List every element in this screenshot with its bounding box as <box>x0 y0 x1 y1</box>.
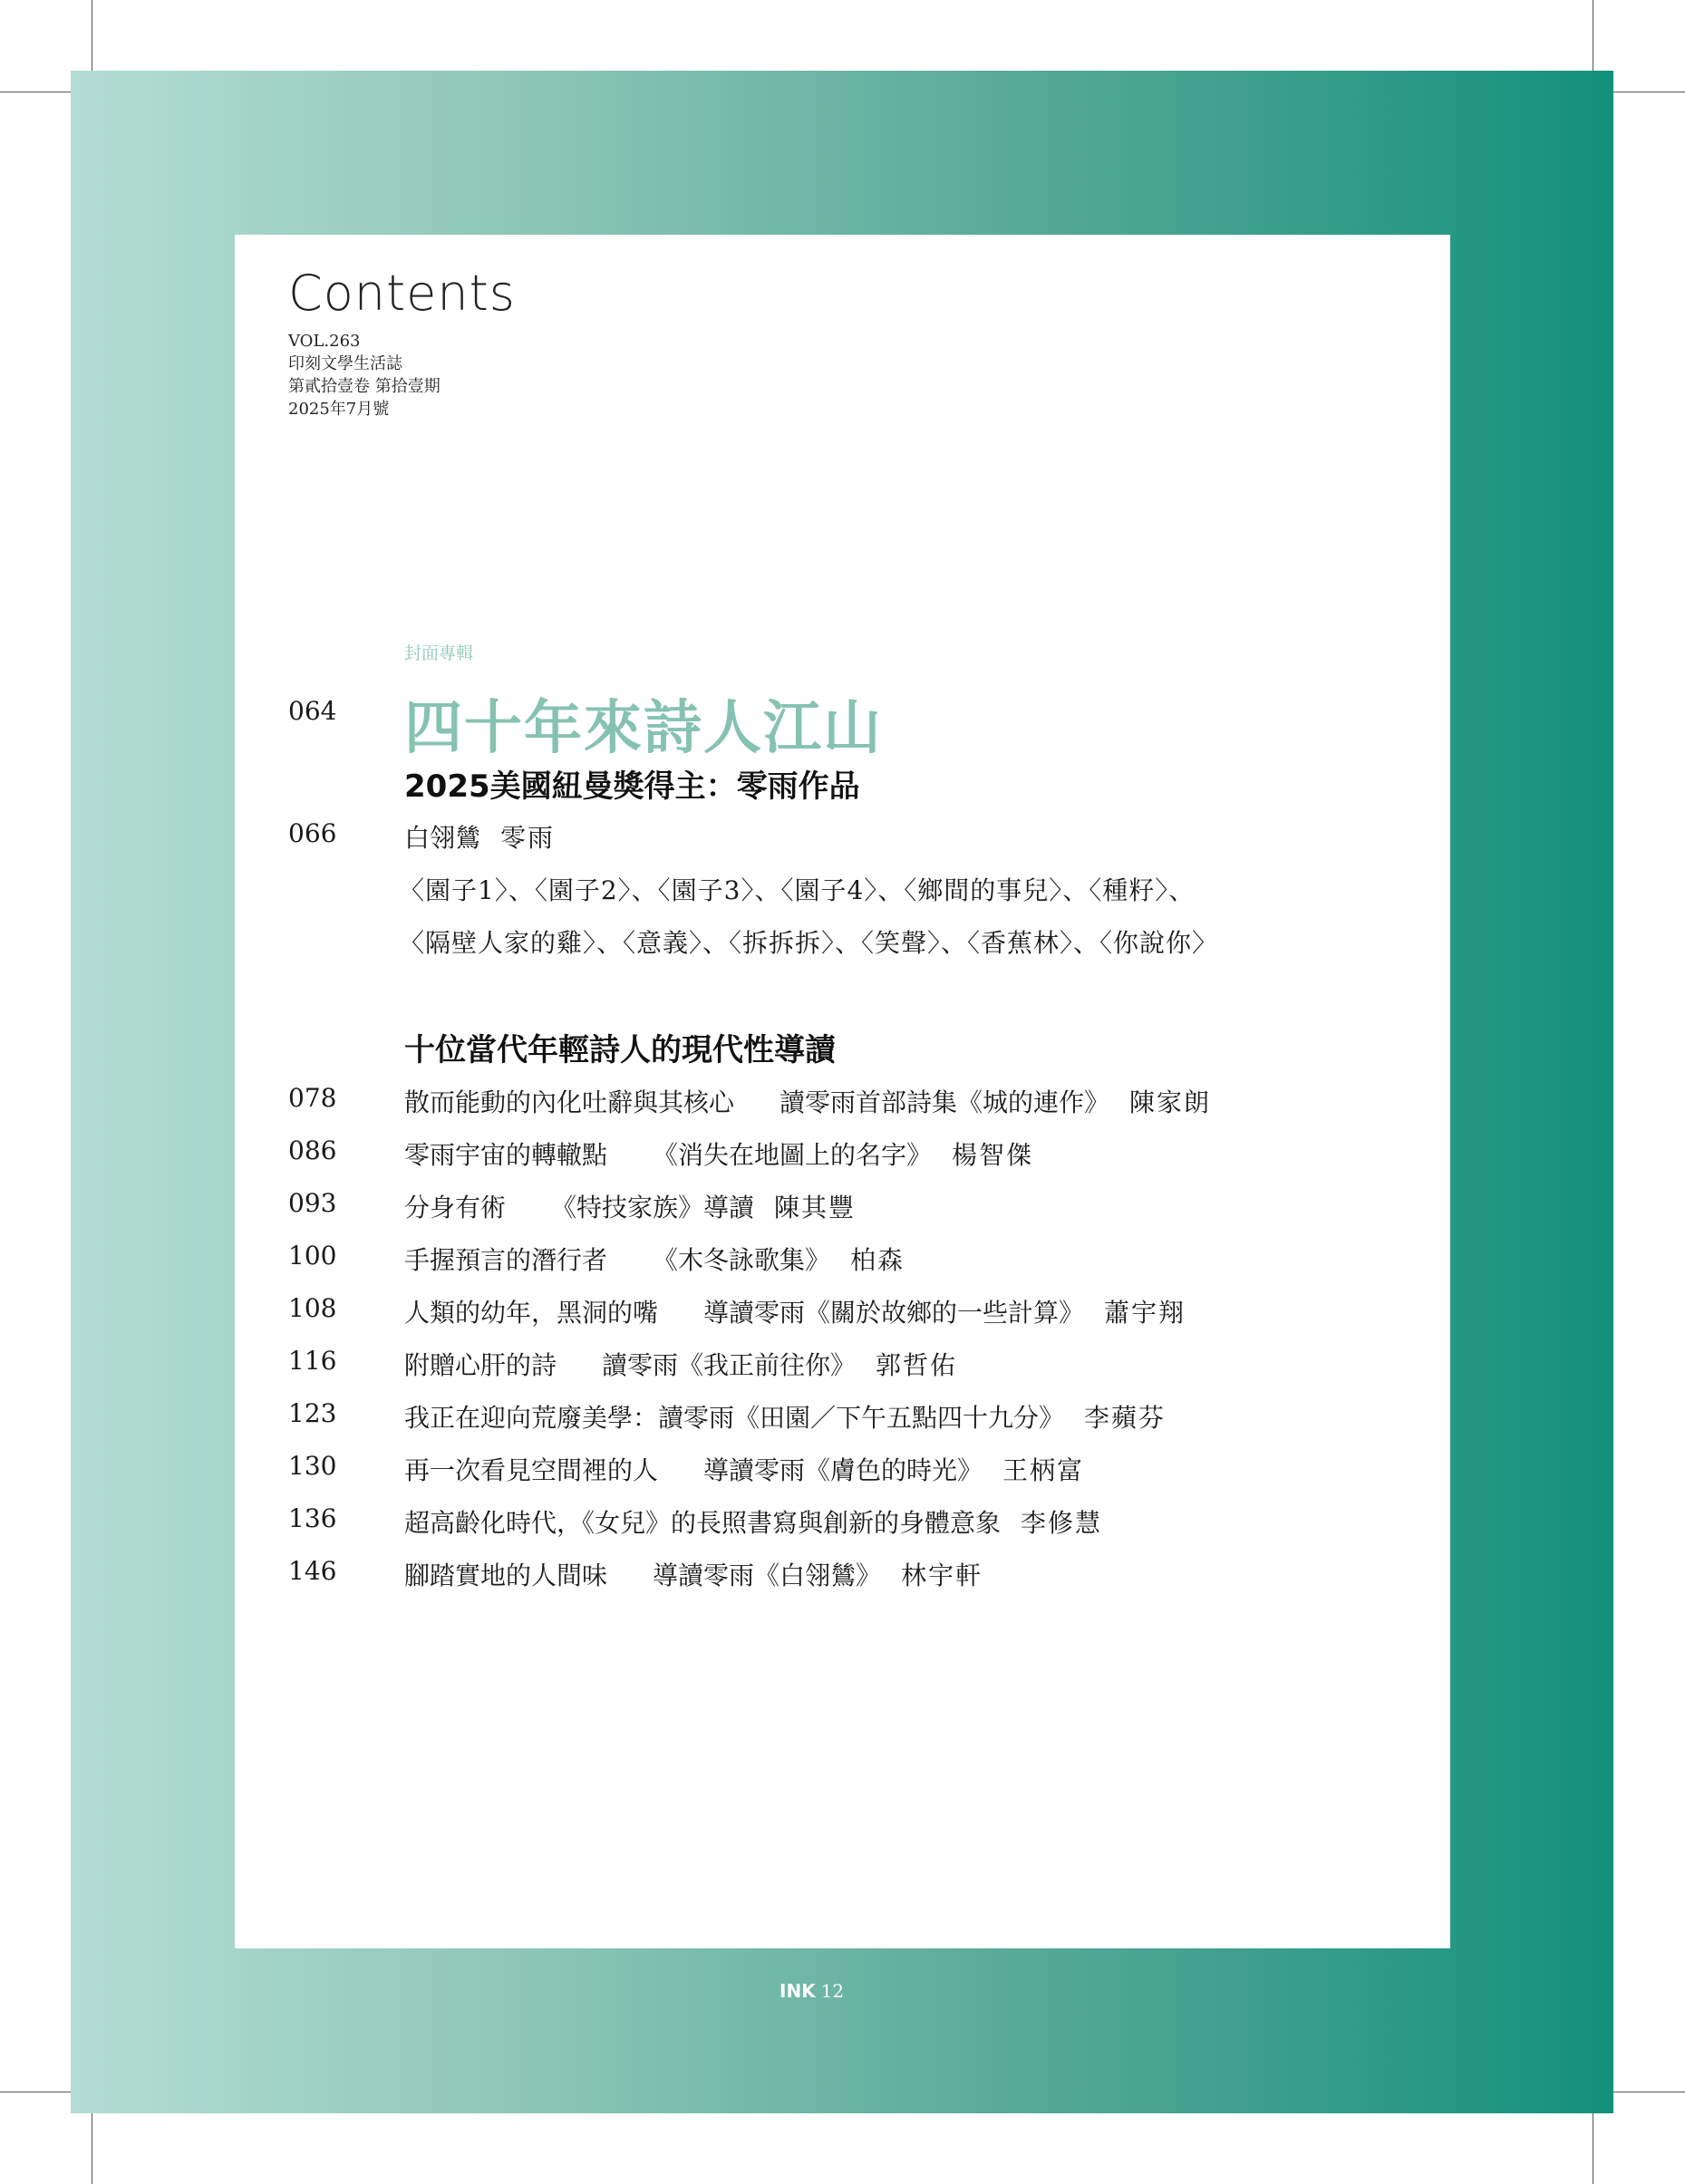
entry-page-number: 078 <box>288 1083 337 1113</box>
feature-title[interactable]: 四十年來詩人江山 <box>404 694 883 762</box>
toc-entry[interactable] <box>404 1083 1211 1119</box>
entry-page-number: 123 <box>288 1398 337 1428</box>
toc-entry[interactable] <box>404 1188 856 1224</box>
poem-list-line: 〈隔壁人家的雞〉、〈意義〉、〈拆拆拆〉、〈笑聲〉、〈香蕉林〉、〈你說你〉 <box>399 928 1219 958</box>
entry-title: 附贈心肝的詩 <box>404 1350 557 1380</box>
magazine-logo: INK <box>780 1980 816 2002</box>
entry-title: 我正在迎向荒廢美學：讀零雨《田園／下午五點四十九分》 <box>404 1403 1065 1433</box>
entry-title: 零雨宇宙的轉轍點 <box>404 1140 608 1170</box>
entry-subtitle: 導讀零雨《白翎鷥》 <box>653 1561 882 1590</box>
entry-title: 超高齡化時代，《女兒》的長照書寫與創新的身體意象 <box>404 1508 1002 1538</box>
entry-title: 散而能動的內化吐辭與其核心 <box>404 1087 735 1117</box>
entry-title: 人類的幼年，黑洞的嘴 <box>404 1298 659 1328</box>
toc-entry[interactable] <box>404 818 555 855</box>
entry-page-number: 100 <box>288 1241 337 1271</box>
entry-author: 零雨 <box>500 823 556 853</box>
toc-entry[interactable] <box>404 1293 1186 1329</box>
feature-label: 封面專輯 <box>404 643 474 663</box>
entry-page-number: 130 <box>288 1451 337 1481</box>
entry-subtitle: 讀零雨首部詩集《城的連作》 <box>780 1087 1110 1117</box>
entry-author: 郭哲佑 <box>876 1350 958 1380</box>
entry-subtitle: 《木冬詠歌集》 <box>653 1245 831 1275</box>
entry-page-number: 108 <box>288 1293 337 1323</box>
entry-subtitle: 導讀零雨《膚色的時光》 <box>703 1455 983 1485</box>
section-heading-young-poets: 十位當代年輕詩人的現代性導讀 <box>404 1032 836 1068</box>
entry-author: 陳其豐 <box>774 1193 857 1222</box>
entry-author: 陳家朗 <box>1129 1087 1212 1117</box>
toc-entry[interactable] <box>404 1241 905 1277</box>
entry-page-number: 086 <box>288 1135 337 1165</box>
page-folio <box>780 1980 844 2002</box>
entry-page-number: 136 <box>288 1503 337 1533</box>
entry-title: 手握預言的潛行者 <box>404 1245 608 1275</box>
entry-author: 李修慧 <box>1021 1508 1103 1538</box>
entry-author: 李蘋芬 <box>1084 1403 1167 1433</box>
entry-author: 王柄富 <box>1002 1455 1085 1485</box>
toc-entry[interactable] <box>404 1135 1033 1172</box>
poem-list-line: 〈園子1〉、〈園子2〉、〈園子3〉、〈園子4〉、〈鄉間的事兒〉、〈種籽〉、 <box>399 875 1196 905</box>
entry-page-number: 066 <box>288 818 337 848</box>
page-title: Contents <box>288 265 516 322</box>
entry-title: 腳踏實地的人間味 <box>404 1561 608 1590</box>
section-heading-newman: 2025美國紐曼獎得主：零雨作品 <box>404 768 860 805</box>
entry-author: 楊智傑 <box>952 1140 1034 1170</box>
volume-issue: 第貳拾壹卷 第拾壹期 <box>288 377 441 396</box>
entry-title: 再一次看見空間裡的人 <box>404 1455 659 1485</box>
toc-entry[interactable] <box>404 1556 983 1592</box>
toc-entry[interactable] <box>404 1398 1166 1435</box>
toc-entry[interactable] <box>404 1346 957 1382</box>
entry-title: 白翎鷥 <box>404 823 481 853</box>
volume-label: VOL.263 <box>288 332 361 351</box>
entry-page-number: 093 <box>288 1188 337 1218</box>
entry-author: 林宇軒 <box>901 1561 983 1590</box>
entry-subtitle: 《消失在地圖上的名字》 <box>653 1140 933 1170</box>
toc-entry[interactable] <box>404 1451 1084 1487</box>
entry-title: 分身有術 <box>404 1193 507 1222</box>
folio-number: 12 <box>820 1980 845 2002</box>
issue-info <box>288 330 441 420</box>
entry-subtitle: 《特技家族》導讀 <box>551 1193 755 1222</box>
feature-page-number: 064 <box>288 696 337 726</box>
entry-author: 蕭宇翔 <box>1104 1298 1186 1328</box>
entry-author: 柏森 <box>850 1245 905 1275</box>
issue-date: 2025年7月號 <box>288 400 390 419</box>
magazine-name: 印刻文學生活誌 <box>288 354 402 373</box>
entry-page-number: 116 <box>288 1346 337 1376</box>
entry-subtitle: 讀零雨《我正前往你》 <box>602 1350 857 1380</box>
toc-entry[interactable] <box>404 1503 1102 1540</box>
entry-subtitle: 導讀零雨《關於故鄉的一些計算》 <box>703 1298 1085 1328</box>
entry-page-number: 146 <box>288 1556 337 1586</box>
